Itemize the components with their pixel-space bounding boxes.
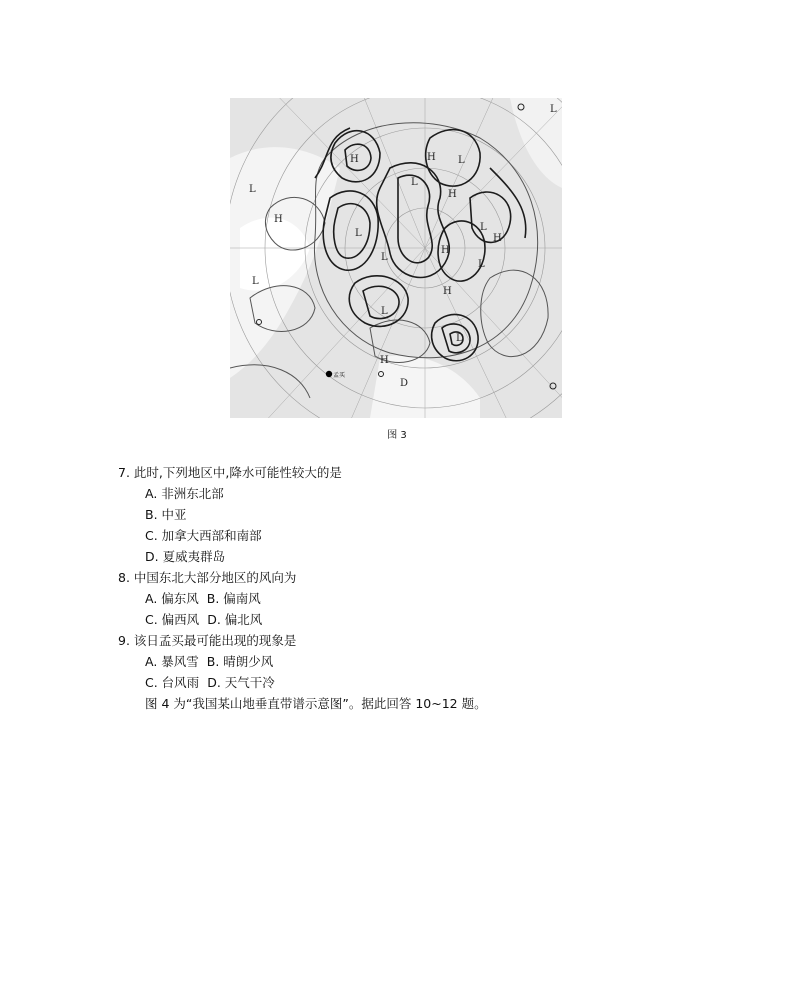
map-letter-8: L <box>550 104 557 115</box>
question-9-option-d: D. 天气干冷 <box>207 675 275 690</box>
map-letter-1: H <box>427 152 436 163</box>
mumbai-marker-icon <box>326 371 332 377</box>
map-letter-7: H <box>380 355 389 366</box>
map-letter-4: H <box>493 233 502 244</box>
map-letter-3: H <box>441 245 450 256</box>
question-8-option-b: B. 偏南风 <box>206 591 261 606</box>
question-7-option-row <box>118 546 738 567</box>
question-7-option-row <box>118 504 738 525</box>
question-7-option-c: C. 加拿大西部和南部 <box>145 528 262 543</box>
weather-map-figure <box>230 98 562 418</box>
map-letter-15: L <box>478 259 485 270</box>
map-letter-18: L <box>456 333 463 344</box>
question-9-option-c: C. 台风雨 <box>145 675 200 690</box>
question-9-option-row <box>118 651 738 672</box>
map-letter-10: L <box>458 155 465 166</box>
mumbai-label: 孟买 <box>333 372 346 379</box>
question-9-option-row <box>118 672 738 693</box>
map-letter-0: H <box>350 154 359 165</box>
map-letter-5: H <box>274 214 283 225</box>
map-letter-12: L <box>355 228 362 239</box>
question-8-stem: 8. 中国东北大部分地区的风向为 <box>118 570 297 585</box>
map-letter-13: L <box>381 252 388 263</box>
figure-4-intro: 图 4 为“我国某山地垂直带谱示意图”。据此回答 10~12 题。 <box>145 696 487 711</box>
map-letter-2: H <box>448 189 457 200</box>
question-7-option-row <box>118 525 738 546</box>
question-7-option-b: B. 中亚 <box>145 507 187 522</box>
isobar-map <box>230 98 562 418</box>
question-7-stem: 7. 此时,下列地区中,降水可能性较大的是 <box>118 465 342 480</box>
question-8-option-a: A. 偏东风 <box>145 591 199 606</box>
question-9-stem: 9. 该日孟买最可能出现的现象是 <box>118 633 297 648</box>
question-9-option-a: A. 暴风雪 <box>145 654 199 669</box>
map-letter-19: D <box>400 378 409 389</box>
question-7-option-a: A. 非洲东北部 <box>145 486 224 501</box>
map-letter-6: H <box>443 286 452 297</box>
map-letter-14: L <box>480 222 487 233</box>
map-letter-16: L <box>252 276 259 287</box>
question-8-option-c: C. 偏西风 <box>145 612 200 627</box>
question-9-option-b: B. 晴朗少风 <box>206 654 274 669</box>
question-8-option-row <box>118 588 738 609</box>
question-7-option-d: D. 夏威夷群岛 <box>145 549 226 564</box>
question-8-option-row <box>118 609 738 630</box>
question-7-option-row <box>118 483 738 504</box>
map-letter-9: L <box>249 184 256 195</box>
map-letter-11: L <box>411 177 418 188</box>
question-block <box>118 462 738 714</box>
map-letter-17: L <box>381 306 388 317</box>
question-8-option-d: D. 偏北风 <box>207 612 263 627</box>
figure-caption: 图 3 <box>387 430 407 441</box>
